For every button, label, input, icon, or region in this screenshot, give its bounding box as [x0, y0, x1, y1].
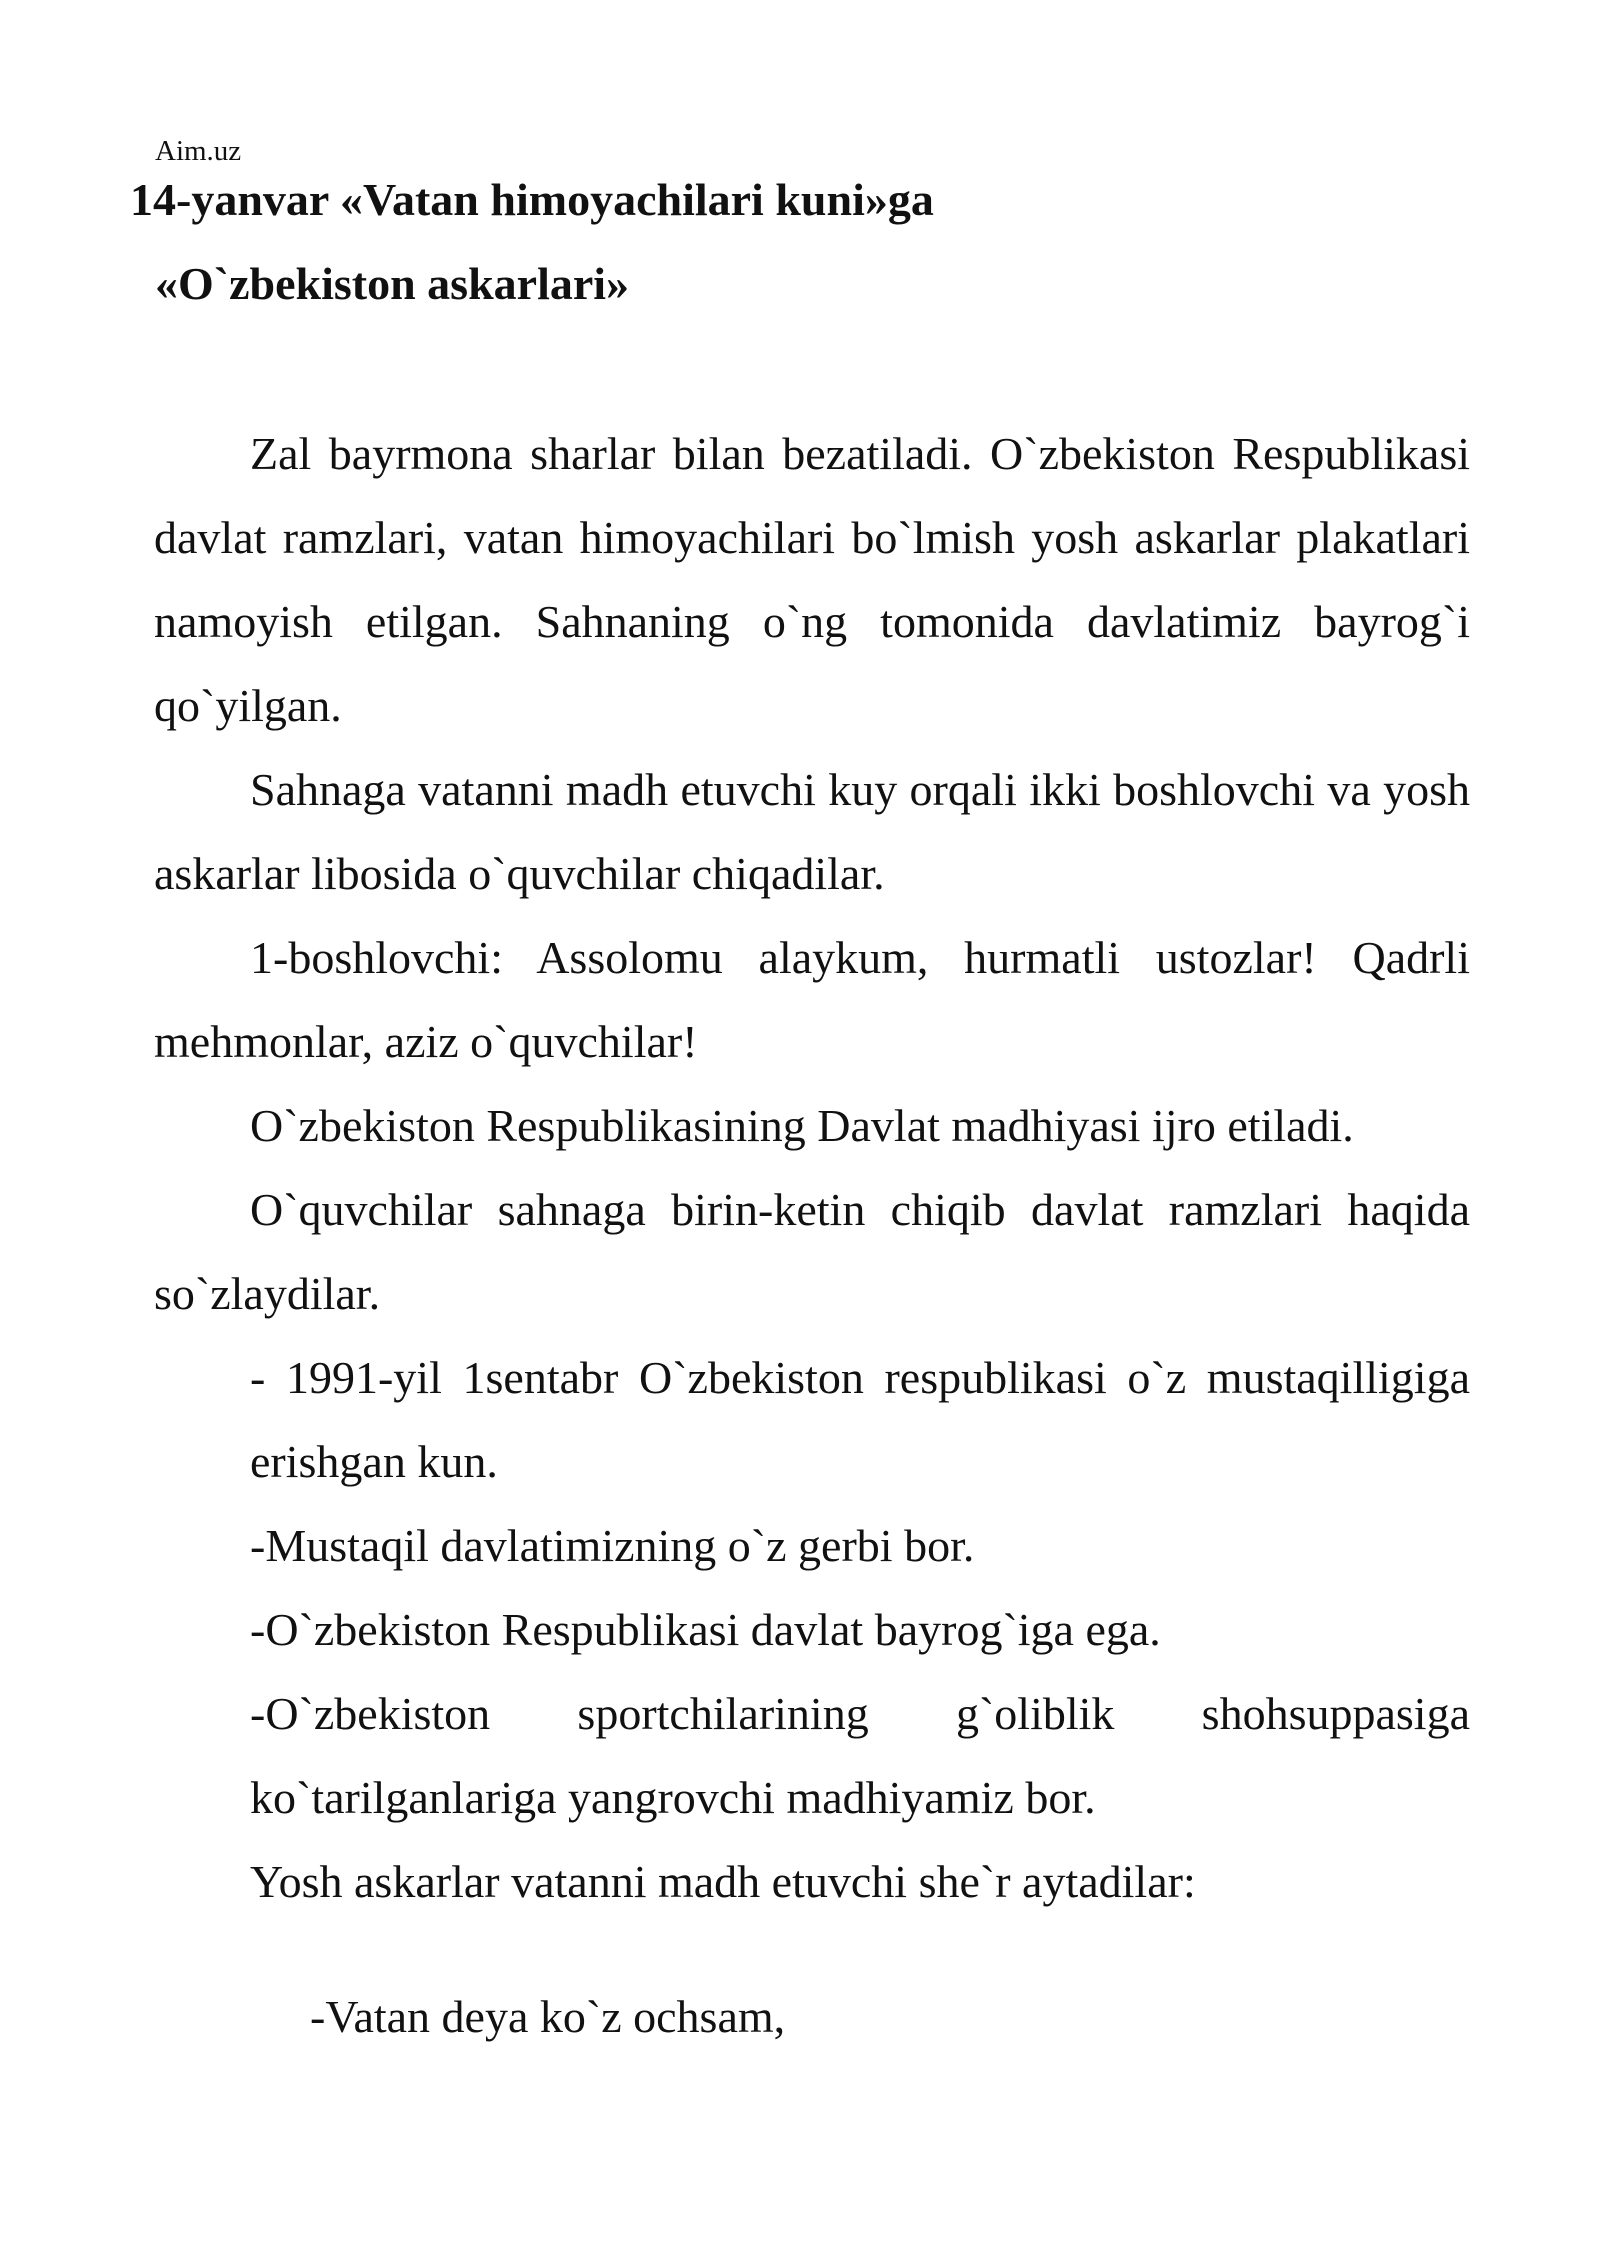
paragraph-host-greeting: 1-boshlovchi: Assolomu alaykum, hurmatli ustozlar! Qadrli mehmonlar, aziz o`quvchilar! — [154, 932, 1470, 1067]
document-title: 14-yanvar «Vatan himoyachilari kuni»ga — [130, 174, 934, 225]
document-body — [154, 412, 1470, 1924]
list-item-anthem: -O`zbekiston sportchilarining g`oliblik shohsuppasiga ko`tarilganlariga yangrovchi madhiyamiz bor. — [250, 1688, 1470, 1823]
document-subtitle: «O`zbekiston askarlari» — [155, 258, 630, 309]
paragraph-stage-description: Zal bayrmona sharlar bilan bezatiladi. O`zbekiston Respublikasi davlat ramzlari, vatan himoyachilari bo`lmish yosh askarlar plakatlari namoyish etilgan. Sahnaning o`ng tomonida davlatimiz bayrog`i qo`yilgan. — [154, 428, 1470, 731]
list-item-independence: - 1991-yil 1sentabr O`zbekiston respublikasi o`z mustaqilligiga erishgan kun. — [250, 1352, 1470, 1487]
list-item-flag: -O`zbekiston Respublikasi davlat bayrog`iga ega. — [250, 1604, 1161, 1655]
site-label: Aim.uz — [155, 135, 242, 167]
paragraph-anthem: O`zbekiston Respublikasining Davlat madhiyasi ijro etiladi. — [250, 1100, 1354, 1151]
poem-line: -Vatan deya ko`z ochsam, — [310, 1991, 786, 2042]
paragraph-students-speak: O`quvchilar sahnaga birin-ketin chiqib davlat ramzlari haqida so`zlaydilar. — [154, 1184, 1470, 1319]
paragraph-entrance: Sahnaga vatanni madh etuvchi kuy orqali ikki boshlovchi va yosh askarlar libosida o`quvchilar chiqadilar. — [154, 764, 1470, 899]
poem-intro: Yosh askarlar vatanni madh etuvchi she`r aytadilar: — [250, 1856, 1196, 1907]
list-item-coat-of-arms: -Mustaqil davlatimizning o`z gerbi bor. — [250, 1520, 975, 1571]
